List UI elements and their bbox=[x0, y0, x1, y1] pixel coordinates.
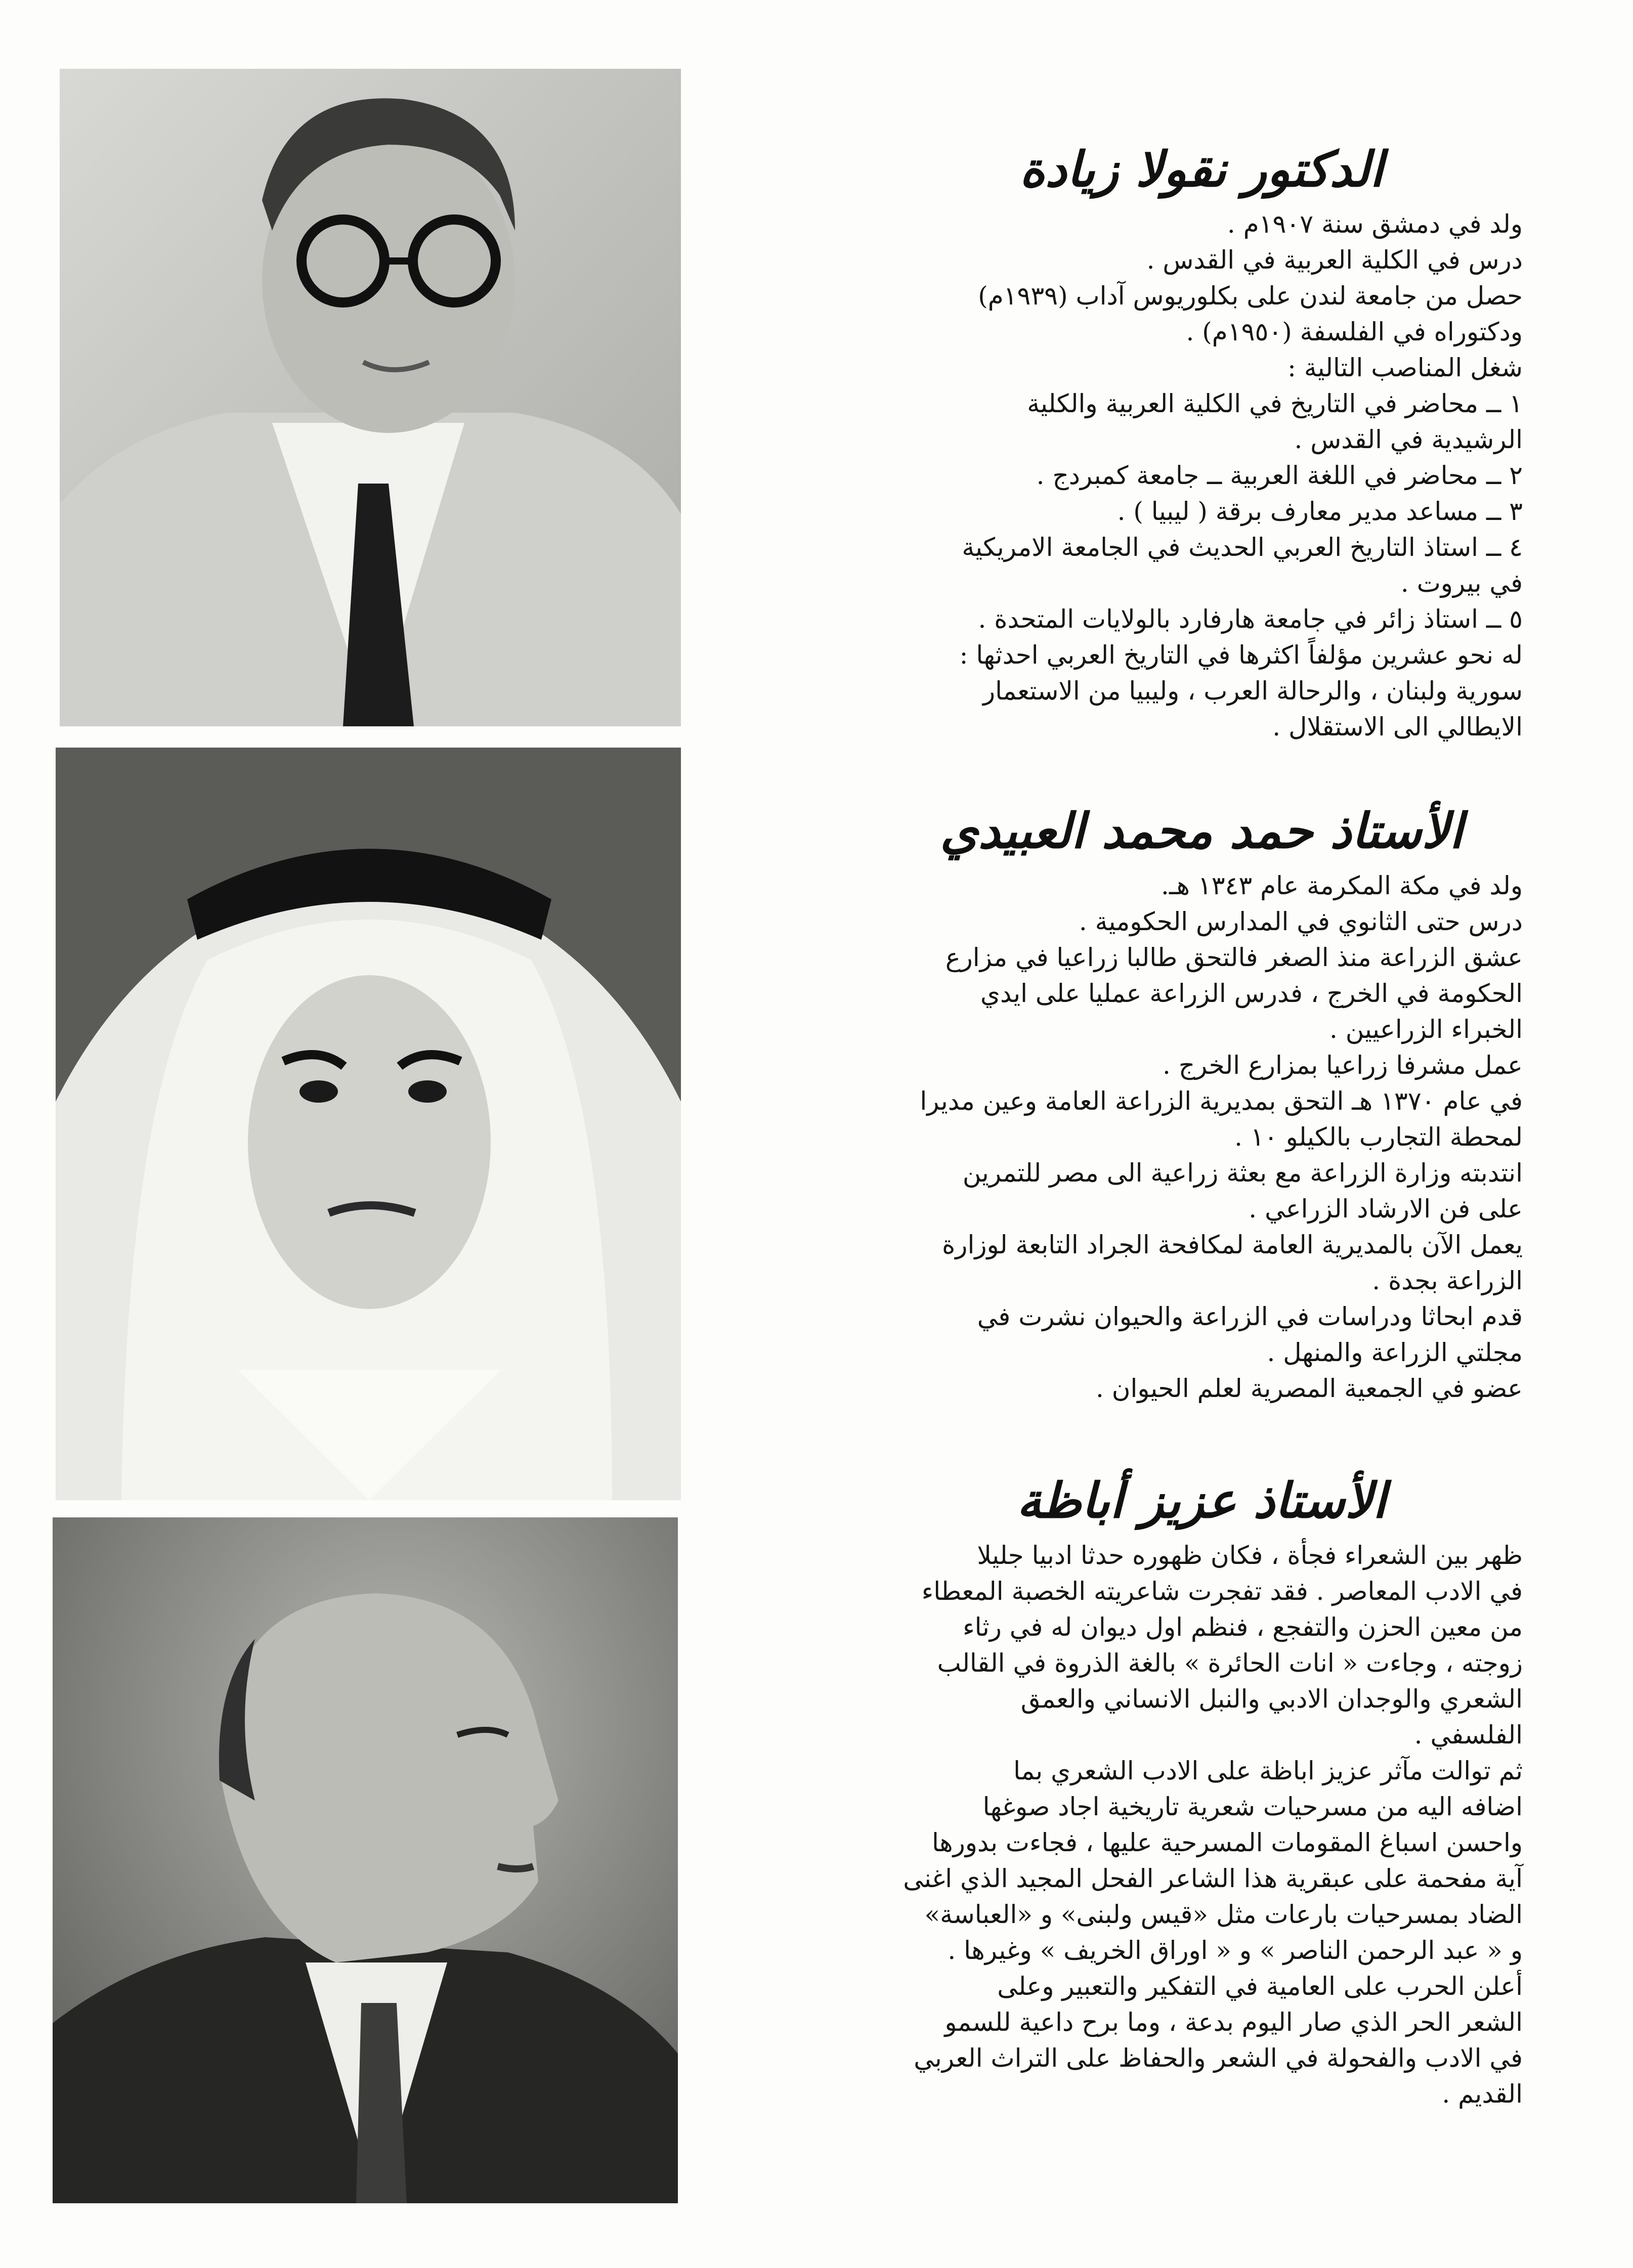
bio-line: ظهر بين الشعراء فجأة ، فكان ظهوره حدثا ادبيا جليلا bbox=[977, 1541, 1523, 1571]
bio-line: ٥ ــ استاذ زائر في جامعة هارفارد بالولايات المتحدة . bbox=[978, 604, 1523, 634]
bio-line: الخبراء الزراعيين . bbox=[1329, 1015, 1523, 1044]
portrait-glasses-icon bbox=[60, 69, 681, 726]
bio-line: حصل من جامعة لندن على بكلوريوس آداب (١٩٣٩م) bbox=[978, 281, 1523, 311]
bio-line: درس في الكلية العربية في القدس . bbox=[1146, 245, 1523, 275]
bio-line: سورية ولبنان ، والرحالة العرب ، وليبيا من الاستعمار bbox=[983, 676, 1523, 706]
bio-line: عضو في الجمعية المصرية لعلم الحيوان . bbox=[1096, 1374, 1523, 1404]
bio-line: لمحطة التجارب بالكيلو ١٠ . bbox=[1234, 1122, 1523, 1152]
bio-line: ٤ ــ استاذ التاريخ العربي الحديث في الجامعة الامريكية bbox=[962, 533, 1523, 562]
bio-section-obaidi bbox=[880, 803, 1523, 1407]
bio-line: القديم . bbox=[1442, 2079, 1523, 2109]
bio-heading: الدكتور نقولا زيادة bbox=[1019, 141, 1384, 198]
bio-line: الفلسفي . bbox=[1414, 1720, 1523, 1750]
bio-line: له نحو عشرين مؤلفاً اكثرها في التاريخ العربي احدثها : bbox=[959, 640, 1523, 670]
bio-line: عمل مشرفا زراعيا بمزارع الخرج . bbox=[1163, 1051, 1523, 1080]
bio-line: في بيروت . bbox=[1400, 569, 1523, 598]
portrait-profile-icon bbox=[53, 1517, 678, 2203]
portrait-photo-3 bbox=[53, 1517, 678, 2203]
bio-heading: الأستاذ حمد محمد العبيدي bbox=[940, 802, 1463, 859]
portrait-photo-2 bbox=[56, 748, 681, 1500]
bio-line: الايطالي الى الاستقلال . bbox=[1272, 712, 1523, 742]
bio-section-ziada bbox=[880, 142, 1523, 745]
bio-line: ثم توالت مآثر عزيز اباظة على الادب الشعري بما bbox=[1013, 1756, 1523, 1786]
bio-line: على فن الارشاد الزراعي . bbox=[1249, 1194, 1523, 1224]
bio-line: ولد في مكة المكرمة عام ١٣٤٣ هـ. bbox=[1161, 871, 1523, 901]
portrait-photo-1 bbox=[60, 69, 681, 726]
bio-line: ٢ ــ محاضر في اللغة العربية ــ جامعة كمبردج . bbox=[1036, 461, 1523, 491]
bio-line: ودكتوراه في الفلسفة (١٩٥٠م) . bbox=[1186, 317, 1523, 347]
bio-line: آية مفحمة على عبقرية هذا الشاعر الفحل المجيد الذي اغنى bbox=[903, 1864, 1523, 1894]
bio-line: انتدبته وزارة الزراعة مع بعثة زراعية الى مصر للتمرين bbox=[962, 1158, 1523, 1188]
bio-line: زوجته ، وجاءت « انات الحائرة » بالغة الذروة في القالب bbox=[937, 1648, 1523, 1678]
bio-line: في الادب والفحولة في الشعر والحفاظ على التراث العربي bbox=[914, 2043, 1523, 2073]
bio-text bbox=[880, 868, 1523, 1407]
bio-line: من معين الحزن والتفجع ، فنظم اول ديوان له في رثاء bbox=[963, 1612, 1523, 1642]
portrait-headdress-icon bbox=[56, 748, 681, 1500]
bio-heading: الأستاذ عزيز أباظة bbox=[1016, 1472, 1387, 1529]
bio-line: في الادب المعاصر . فقد تفجرت شاعريته الخصبة المعطاء bbox=[921, 1577, 1523, 1606]
bio-line: الزراعة بجدة . bbox=[1372, 1266, 1523, 1296]
bio-line: في عام ١٣٧٠ هـ التحق بمديرية الزراعة العامة وعين مديرا bbox=[920, 1086, 1523, 1116]
bio-line: درس حتى الثانوي في المدارس الحكومية . bbox=[1079, 907, 1523, 937]
bio-line: أعلن الحرب على العامية في التفكير والتعبير وعلى bbox=[997, 1972, 1523, 2001]
bio-line: ١ ــ محاضر في التاريخ في الكلية العربية والكلية bbox=[1027, 389, 1523, 419]
bio-text bbox=[880, 1538, 1523, 2112]
bio-line: و « عبد الرحمن الناصر » و « اوراق الخريف » وغيرها . bbox=[948, 1936, 1523, 1966]
bio-line: ولد في دمشق سنة ١٩٠٧م . bbox=[1227, 209, 1523, 239]
bio-line: الشعر الحر الذي صار اليوم بدعة ، وما برح داعية للسمو bbox=[944, 2008, 1523, 2037]
bio-line: الضاد بمسرحيات بارعات مثل «قيس ولبنى» و «العباسة» bbox=[924, 1900, 1523, 1930]
bio-line: واحسن اسباغ المقومات المسرحية عليها ، فجاءت بدورها bbox=[931, 1828, 1523, 1858]
bio-line: عشق الزراعة منذ الصغر فالتحق طالبا زراعيا في مزارع bbox=[945, 943, 1523, 973]
bio-line: مجلتي الزراعة والمنهل . bbox=[1267, 1338, 1523, 1368]
bio-line: الحكومة في الخرج ، فدرس الزراعة عمليا على ايدي bbox=[980, 979, 1523, 1009]
bio-line: يعمل الآن بالمديرية العامة لمكافحة الجراد التابعة لوزارة bbox=[942, 1230, 1523, 1260]
bio-section-abaza bbox=[880, 1473, 1523, 2112]
bio-line: اضافه اليه من مسرحيات شعرية تاريخية اجاد صوغها bbox=[982, 1792, 1523, 1822]
bio-text bbox=[880, 206, 1523, 745]
bio-line: شغل المناصب التالية : bbox=[1287, 353, 1523, 383]
bio-line: الشعري والوجدان الادبي والنبل الانساني والعمق bbox=[1020, 1684, 1523, 1714]
bio-line: ٣ ــ مساعد مدير معارف برقة ( ليبيا ) . bbox=[1117, 497, 1523, 527]
bio-line: الرشيدية في القدس . bbox=[1294, 425, 1523, 455]
bio-line: قدم ابحاثا ودراسات في الزراعة والحيوان نشرت في bbox=[977, 1302, 1523, 1332]
